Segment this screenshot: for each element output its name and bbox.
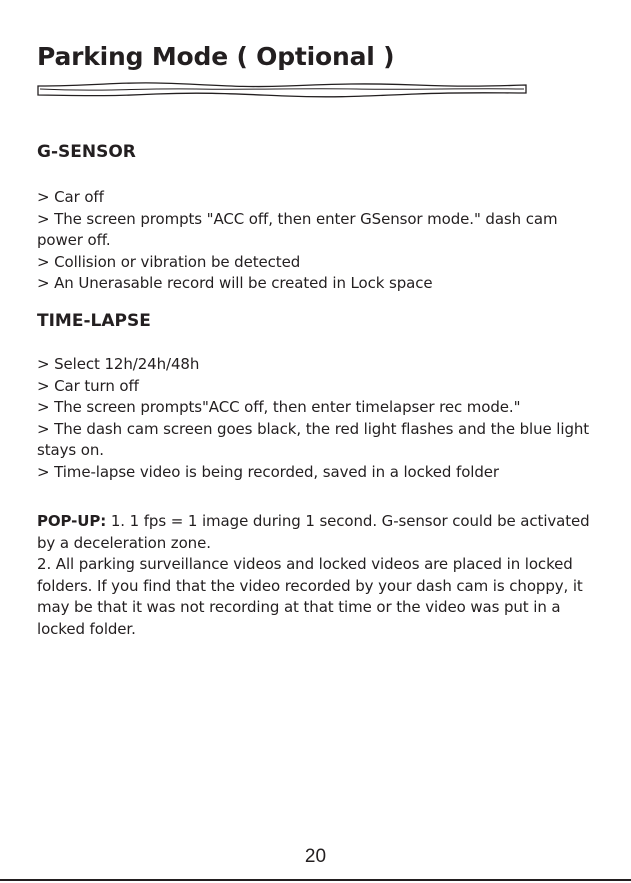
title-underline-decoration (36, 80, 528, 102)
popup-note (37, 511, 607, 640)
timelapse-line: > The screen prompts"ACC off, then enter timelapser rec mode." (37, 398, 521, 416)
page-title: Parking Mode ( Optional ) (37, 42, 395, 71)
gsensor-line: > Car off (37, 188, 104, 206)
timelapse-line: > Select 12h/24h/48h (37, 355, 200, 373)
popup-label: POP-UP: (37, 512, 107, 530)
popup-paragraph-1 (37, 511, 607, 554)
bottom-rule (0, 879, 631, 881)
section-heading-timelapse: TIME-LAPSE (37, 311, 151, 331)
timelapse-body (37, 354, 607, 483)
timelapse-line: > The dash cam screen goes black, the red light flashes and the blue light stays on. (37, 419, 590, 459)
popup-text-1: 1. 1 fps = 1 image during 1 second. G-sensor could be activated by a deceleration zone. (37, 512, 590, 552)
gsensor-body (37, 187, 607, 295)
page-number: 20 (304, 846, 327, 867)
gsensor-line: > Collision or vibration be detected (37, 252, 301, 271)
gsensor-line: > An Unerasable record will be created in Lock space (37, 274, 433, 292)
section-heading-gsensor: G-SENSOR (37, 142, 136, 162)
timelapse-line: > Car turn off (37, 376, 139, 395)
gsensor-line: > The screen prompts "ACC off, then enter GSensor mode." dash cam power off. (37, 209, 558, 249)
popup-text-2: 2. All parking surveillance videos and locked videos are placed in locked folders. If you find that the video recorded by your dash cam is choppy, it may be that it was not recording at that time or the video was put in a locked folder. (37, 555, 583, 638)
timelapse-line: > Time-lapse video is being recorded, saved in a locked folder (37, 462, 499, 481)
